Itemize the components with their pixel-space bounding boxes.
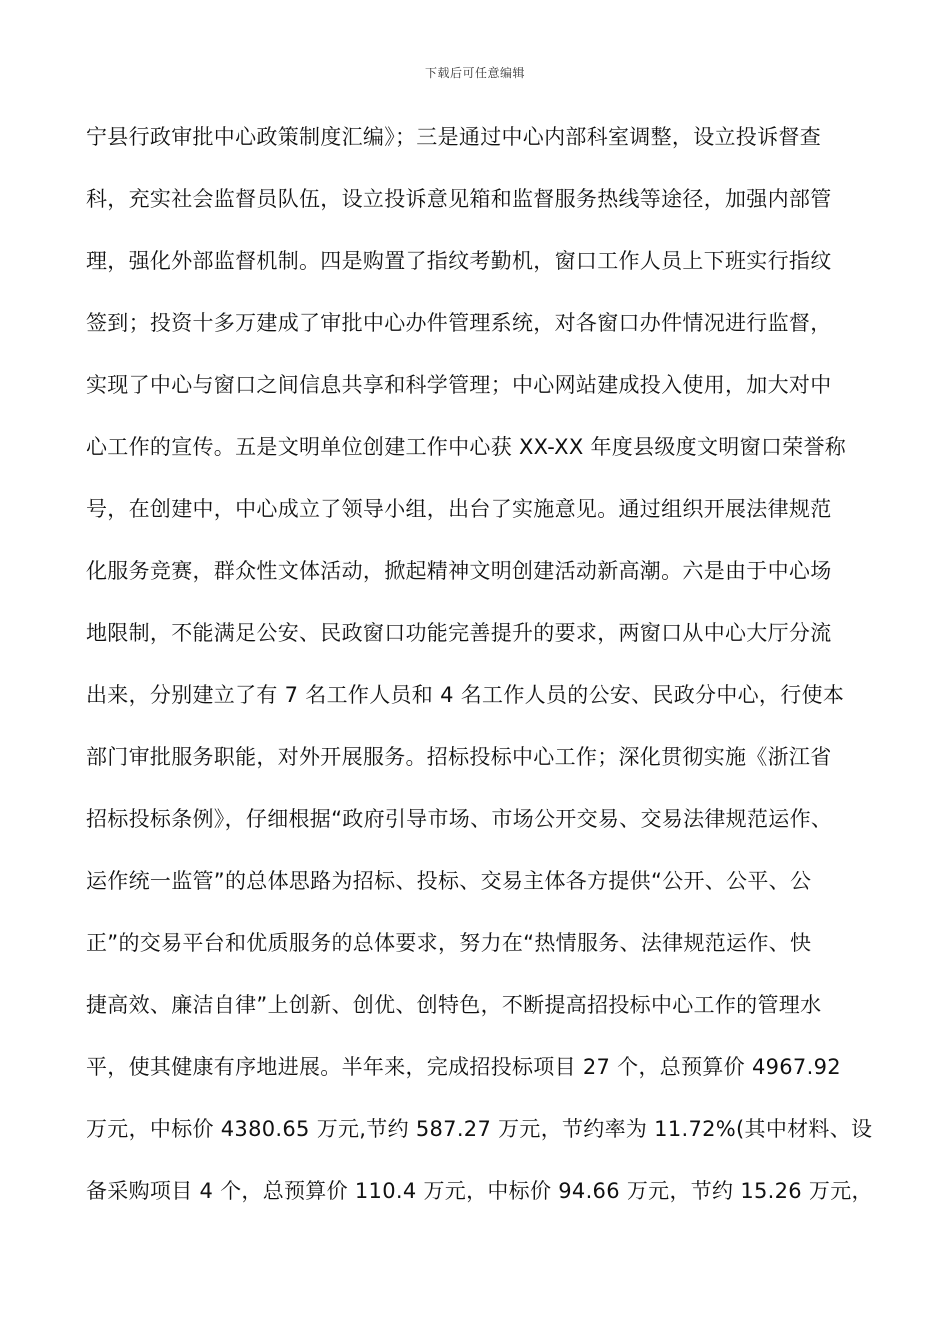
body-text bbox=[86, 118, 886, 1234]
text-line: 出来，分别建立了有 7 名工作人员和 4 名工作人员的公安、民政分中心，行使本 bbox=[86, 683, 845, 707]
text-line: 化服务竞赛，群众性文体活动，掀起精神文明创建活动新高潮。六是由于中心场 bbox=[86, 559, 832, 583]
text-line: 正”的交易平台和优质服务的总体要求，努力在“热情服务、法律规范运作、快 bbox=[86, 931, 812, 955]
text-line: 心工作的宣传。五是文明单位创建工作中心获 XX-XX 年度县级度文明窗口荣誉称 bbox=[86, 435, 847, 459]
text-line: 宁县行政审批中心政策制度汇编》；三是通过中心内部科室调整，设立投诉督查 bbox=[86, 125, 821, 149]
text-line: 地限制，不能满足公安、民政窗口功能完善提升的要求，两窗口从中心大厅分流 bbox=[86, 621, 832, 645]
text-line: 招标投标条例》，仔细根据“政府引导市场、市场公开交易、交易法律规范运作、 bbox=[86, 807, 833, 831]
text-line: 万元，中标价 4380.65 万元,节约 587.27 万元，节约率为 11.72%(其中材料、设 bbox=[86, 1117, 873, 1141]
text-line: 理，强化外部监督机制。四是购置了指纹考勤机，窗口工作人员上下班实行指纹 bbox=[86, 249, 832, 273]
page-header: 下载后可任意编辑 bbox=[424, 66, 525, 80]
text-line: 签到；投资十多万建成了审批中心办件管理系统，对各窗口办件情况进行监督， bbox=[86, 311, 832, 335]
text-line: 捷高效、廉洁自律”上创新、创优、创特色，不断提高招投标中心工作的管理水 bbox=[86, 993, 822, 1017]
text-line: 号，在创建中，中心成立了领导小组，出台了实施意见。通过组织开展法律规范 bbox=[86, 497, 832, 521]
text-line: 部门审批服务职能，对外开展服务。招标投标中心工作；深化贯彻实施《浙江省 bbox=[86, 745, 832, 769]
text-line: 平，使其健康有序地进展。半年来，完成招投标项目 27 个，总预算价 4967.92 bbox=[86, 1055, 841, 1079]
text-line: 科，充实社会监督员队伍，设立投诉意见箱和监督服务热线等途径，加强内部管 bbox=[86, 187, 832, 211]
text-line: 备采购项目 4 个，总预算价 110.4 万元，中标价 94.66 万元，节约 15.26 万元， bbox=[86, 1179, 873, 1203]
text-line: 运作统一监管”的总体思路为招标、投标、交易主体各方提供“公开、公平、公 bbox=[86, 869, 812, 893]
text-line: 实现了中心与窗口之间信息共享和科学管理；中心网站建成投入使用，加大对中 bbox=[86, 373, 832, 397]
